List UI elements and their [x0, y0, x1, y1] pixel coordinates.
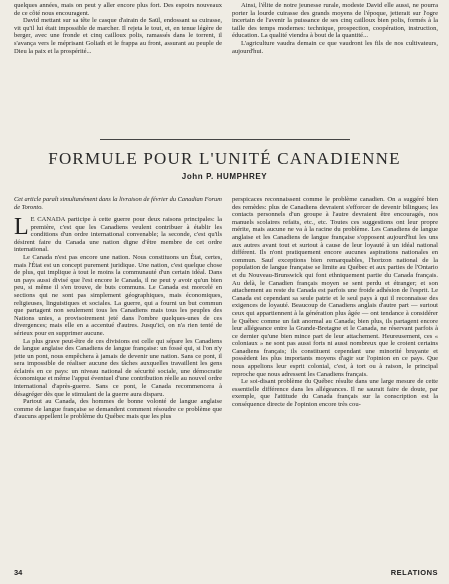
- intro-note: Cet article paraît simultanément dans la livraison de février du Canadian Forum de Toronto.: [14, 196, 222, 211]
- magazine-name: RELATIONS: [390, 568, 438, 577]
- top-right-paragraph: Ainsi, l'élite de notre jeunesse rurale, modeste David elle aussi, ne pourra porter la lourde cuirasse des grands moyens de l'époque, jetterait sur l'ogre incertain de l'avenir la puissance de ses cinq cailloux bien polis, formés à la taille des temps modernes: technique, prospection, coopération, instruction, éducation. La qualité viendra à bout de la quantité...: [232, 2, 438, 40]
- section-divider: [100, 139, 350, 140]
- top-left-paragraph: quelques années, mais on peut y aller encore plus fort. Des espoirs nouveaux de ce côté nous encouragent.: [14, 2, 222, 17]
- article-left-column: [14, 216, 222, 564]
- top-right-paragraph: L'agriculture vaudra demain ce que vaudront les fils de nos cultivateurs, aujourd'hui.: [232, 39, 438, 55]
- article-right-column: [232, 196, 438, 564]
- article-paragraph: La plus grave peut-être de ces divisions est celle qui sépare les Canadiens de langue anglaise des Canadiens de langue française: un fossé qui, si l'on n'y jette un pont, nous empêchera à jamais de devenir une nation. Sans ce pont, il sera impossible de réaliser aucune des tâches auxquelles travaillent les gens éclairés en ce pays: un niveau national de sécurité sociale, une démocratie économique et même l'appui éventuel d'une contribution réelle au nouvel ordre international d'après-guerre. Sans ce pont, le Canada recommencera à désagréger dès que le stimulant de la guerre aura disparu.: [14, 337, 222, 398]
- drop-cap: L: [14, 216, 29, 240]
- article-author: John P. HUMPHREY: [181, 172, 268, 181]
- page-number: 34: [14, 568, 23, 577]
- article-paragraph: Le Canada n'est pas encore une nation. Nous constituons un État, certes, mais l'État est un concept purement juridique. Une nation, c'est quelque chose de plus, qui implique à tout le moins la communauté d'un certain idéal. Dans un pays aussi divisé que l'est encore le Canada, il ne peut y avoir qu'un bien peu, si même il s'en trouve, de buts communs. Le Canada est morcelé en sections qui ne sont pas simplement géographiques, mais économiques, religieuses, linguistiques et sociales. La guerre, qui a fourni un but commun que partagent non seulement tous les Canadiens mais tous les peuples des Nations unies, a provisoirement jeté dans l'ombre quelques-unes de ces divergences; mais elle en a accentué d'autres. Jusqu'ici, on n'a rien tenté de sérieux pour en supprimer aucune.: [14, 253, 222, 337]
- article-paragraph: perspicaces reconnaissent comme le problème canadien. On a suggéré bien des remèdes: plus de Canadiens devraient s'efforcer de devenir bilingues; les contacts personnels d'un groupe à l'autre devraient être encouragés, nos manuels scolaires refaits, etc., etc. Toutes ces suggestions ont leur propre mérite, mais aucune ne va à la racine du problème. Les Canadiens de langue anglaise et les Canadiens de langue française s'opposent aujourd'hui les uns aux autres avant tout et surtout à cause de leur loyauté à un idéal national différent. Ils n'ont pratiquement encore aucunes aspirations nationales en commun. Sauf exceptions bien remarquables, l'horizon national de la population de langue française se limite au Québec et aux parties de l'Ontario et du Nouveau-Brunswick qui font ethniquement partie du Canada français. Au delà, le Canadien français moyen se sent perdu et étranger; et son attachement au reste du Canada est parfois une froide adhésion de l'esprit. Le Canada est cependant sa seule patrie et le seul pays à qui il reconnaisse des exigences de loyauté. Beaucoup de Canadiens anglais d'autre part — surtout ceux qui appartiennent à la génération plus âgée — ont tendance à considérer le Québec comme un fait anormal au Canada; bien plus, ils partagent encore leur allégeance entre la Grande-Bretagne et le Canada, ne réservant parfois à ce dernier qu'une bien mince part de leur attachement. Heureusement, ces « coloniaux » ne sont pas aussi forts ni aussi nombreux que le croient certains Canadiens français; ils constituent cependant une minorité bruyante et possèdent les plus importants moyens d'agir sur l'opinion en ce pays. Que nous appelions leur esprit colonial, c'est, à tort ou à raison, le principal reproche que nous adressent les Canadiens français.: [232, 196, 438, 378]
- article-paragraph: Partout au Canada, des hommes de bonne volonté de langue anglaise comme de langue française se demandent comment résoudre ce problème que d'aucuns appellent le problème du Québec mais que les plus: [14, 398, 222, 421]
- article-paragraph: Le soi-disant problème du Québec résulte dans une large mesure de cette essentielle différence dans les allégeances. Il ne saurait faire de doute, par exemple, que l'attitude du Canada français sur la conscription est la conséquence directe de l'opinion encore très cou-: [232, 378, 438, 409]
- top-left-column: [14, 2, 222, 55]
- article-title: FORMULE POUR L'UNITÉ CANADIENNE: [48, 149, 401, 168]
- article-paragraph: L E CANADA participe à cette guerre pour deux raisons principales: la première, c'est que les Canadiens veulent contribuer à établir les conditions d'un ordre international convenable; la seconde, c'est qu'ils désirent faire du Canada une nation digne d'être membre de cet ordre international.: [14, 216, 222, 254]
- top-right-column: [232, 2, 438, 55]
- top-left-paragraph: David mettant sur sa tête le casque d'airain de Saül, endossant sa cuirasse, vit qu'il lui était impossible de marcher. Il rejeta le tout, et, en tenue légère de berger, avec une fronde et cinq cailloux polis, ramassés dans le torrent, il s'avança vers le méprisant Goliath et le frappa au front, assurant au peuple de Dieu la paix et la prospérité...: [14, 17, 222, 55]
